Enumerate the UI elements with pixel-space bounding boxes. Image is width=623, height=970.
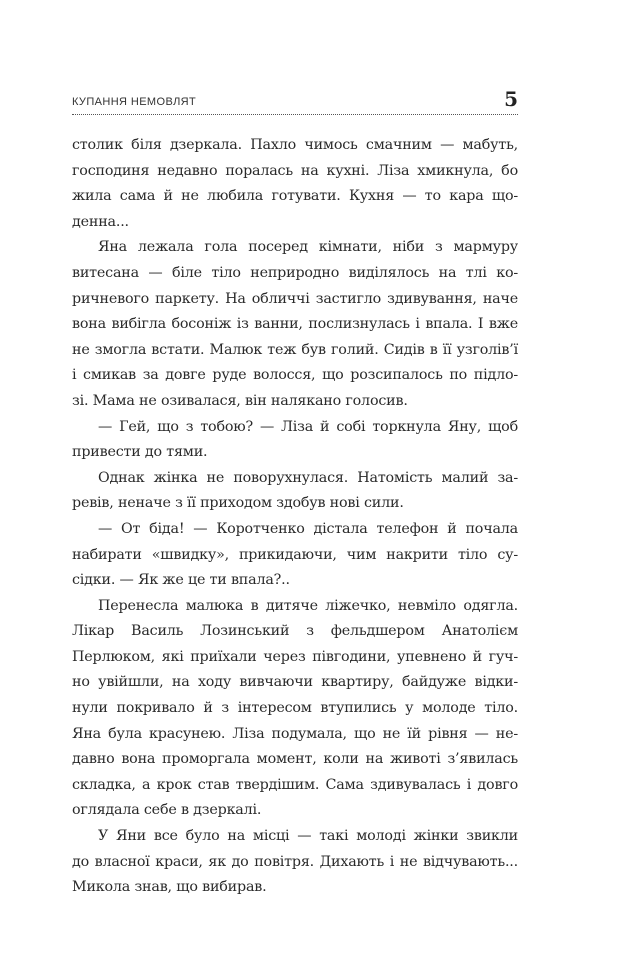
text-line: оглядала себе в дзеркалі. <box>72 802 262 819</box>
text-line: до власної краси, як до повітря. Дихають і не відчувають... <box>72 853 518 870</box>
text-line: Яна лежала гола посеред кімнати, ніби з мармуру <box>98 239 518 256</box>
page-number: 5 <box>504 87 518 111</box>
body-text <box>72 133 518 901</box>
text-line: — От біда! — Коротченко дістала телефон й почала <box>98 520 518 537</box>
text-line: Лікар Василь Лозинський з фельдшером Анатолієм <box>72 623 518 640</box>
text-line: денна... <box>72 213 129 230</box>
text-line: но увійшли, на ходу вивчаючи квартиру, байдуже відки- <box>72 674 518 691</box>
text-line: ричневого паркету. На обличчі застигло здивування, наче <box>72 290 518 307</box>
text-line: Перлюком, які приїхали через півгодини, упевнено й гуч- <box>72 648 518 665</box>
text-line: У Яни все було на місці — такі молоді жінки звикли <box>98 828 518 845</box>
text-line: зі. Мама не озивалася, він налякано голосив. <box>72 392 408 409</box>
text-line: — Гей, що з тобою? — Ліза й собі торкнула Яну, щоб <box>98 418 518 435</box>
text-line: сідки. — Як же це ти впала?.. <box>72 572 290 589</box>
text-line: Яна була красунею. Ліза подумала, що не їй рівня — не- <box>72 725 518 742</box>
text-line: складка, а крок став твердішим. Сама здивувалась і довго <box>72 776 518 793</box>
text-line: господиня недавно поралась на кухні. Ліза хмикнула, бо <box>72 162 518 179</box>
text-line: і смикав за довге руде волосся, що розсипалось по підло- <box>72 367 518 384</box>
text-line: Микола знав, що вибирав. <box>72 879 267 896</box>
text-line: не змогла встати. Малюк теж був голий. Сидів в її узголів’ї <box>72 341 518 358</box>
text-line: столик біля дзеркала. Пахло чимось смачним — мабуть, <box>72 137 518 153</box>
text-line: жила сама й не любила готувати. Кухня — то кара що- <box>72 188 518 205</box>
text-line: вона вибігла босоніж із ванни, послизнулась і впала. І вже <box>72 316 518 333</box>
text-line: набирати «швидку», прикидаючи, чим накрити тіло су- <box>72 546 518 563</box>
text-line: витесана — біле тіло неприродно виділялось на тлі ко- <box>72 264 518 281</box>
text-line: Однак жінка не поворухнулася. Натомість малий за- <box>98 469 518 486</box>
running-title: КУПАННЯ НЕМОВЛЯТ <box>72 96 197 108</box>
text-line: привести до тями. <box>72 444 208 461</box>
text-line: нули покривало й з інтересом втупились у молоде тіло. <box>72 700 518 717</box>
text-line: Перенесла малюка в дитяче ліжечко, невміло одягла. <box>98 597 518 614</box>
text-line: давно вона проморгала момент, коли на животі з’явилась <box>72 751 518 768</box>
text-line: ревів, неначе з її приходом здобув нові сили. <box>72 495 404 512</box>
running-header <box>72 84 518 115</box>
